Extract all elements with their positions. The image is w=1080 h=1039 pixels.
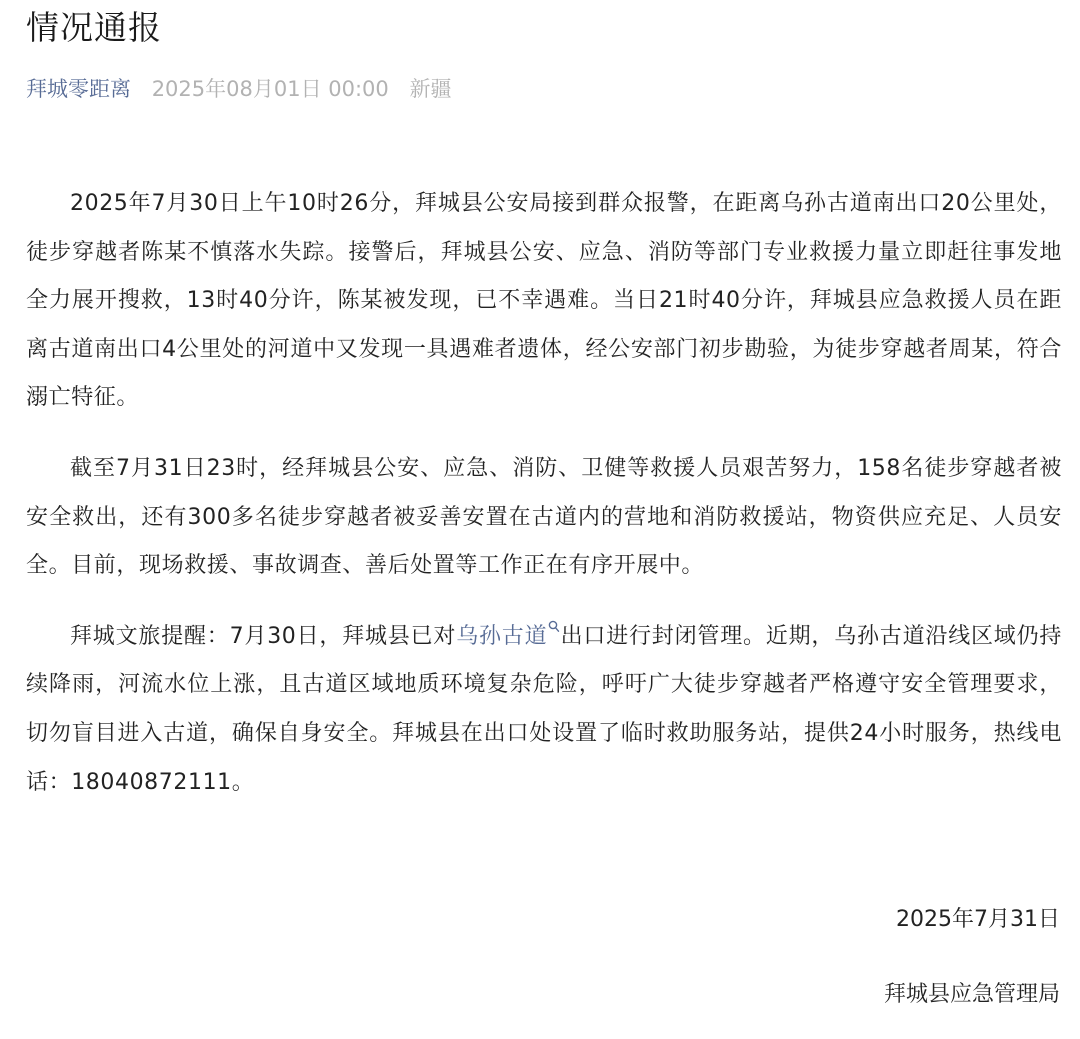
reminder-text-after-link: 出口进行封闭管理。近期，乌孙古道沿线区域仍持续降雨，河流水位上涨，且古道区域地质环境复杂危险，呼吁广大徒步穿越者严格遵守安全管理要求，切勿盲目进入古道，确保自身安全。拜城县在出口处设置了临时救助服务站，提供24小时服务，热线电话：18040872111。 <box>26 623 1063 795</box>
account-name-link[interactable]: 拜城零距离 <box>26 77 131 101</box>
publish-time: 2025年08月01日 00:00 <box>151 77 389 101</box>
article-content <box>26 180 1062 829</box>
paragraph-reminder <box>26 613 1062 807</box>
signature-organization: 拜城县应急管理局 <box>883 982 1060 1007</box>
search-icon[interactable] <box>548 620 560 634</box>
signature-date: 2025年7月31日 <box>896 907 1060 932</box>
article-title: 情况通报 <box>26 8 162 47</box>
paragraph-rescue: 截至7月31日23时，经拜城县公安、应急、消防、卫健等救援人员艰苦努力，158名徒步穿越者被安全救出，还有300多名徒步穿越者被妥善安置在古道内的营地和消防救援站，物资供应充足、人员安全。目前，现场救援、事故调查、善后处置等工作正在有序开展中。 <box>26 455 1062 579</box>
reminder-text-before-link: 拜城文旅提醒：7月30日，拜城县已对 <box>70 623 457 649</box>
article-meta <box>26 72 451 106</box>
paragraph-incident: 2025年7月30日上午10时26分，拜城县公安局接到群众报警，在距离乌孙古道南出口20公里处，徒步穿越者陈某不慎落水失踪。接警后，拜城县公安、应急、消防等部门专业救援力量立即赶往事发地全力展开搜救，13时40分许，陈某被发现，已不幸遇难。当日21时40分许，拜城县应急救援人员在距离古道南出口4公里处的河道中又发现一具遇难者遗体，经公安部门初步勘验，为徒步穿越者周某，符合溺亡特征。 <box>26 191 1062 411</box>
publish-location: 新疆 <box>409 77 452 101</box>
wusun-road-search-link[interactable]: 乌孙古道 <box>456 623 548 649</box>
